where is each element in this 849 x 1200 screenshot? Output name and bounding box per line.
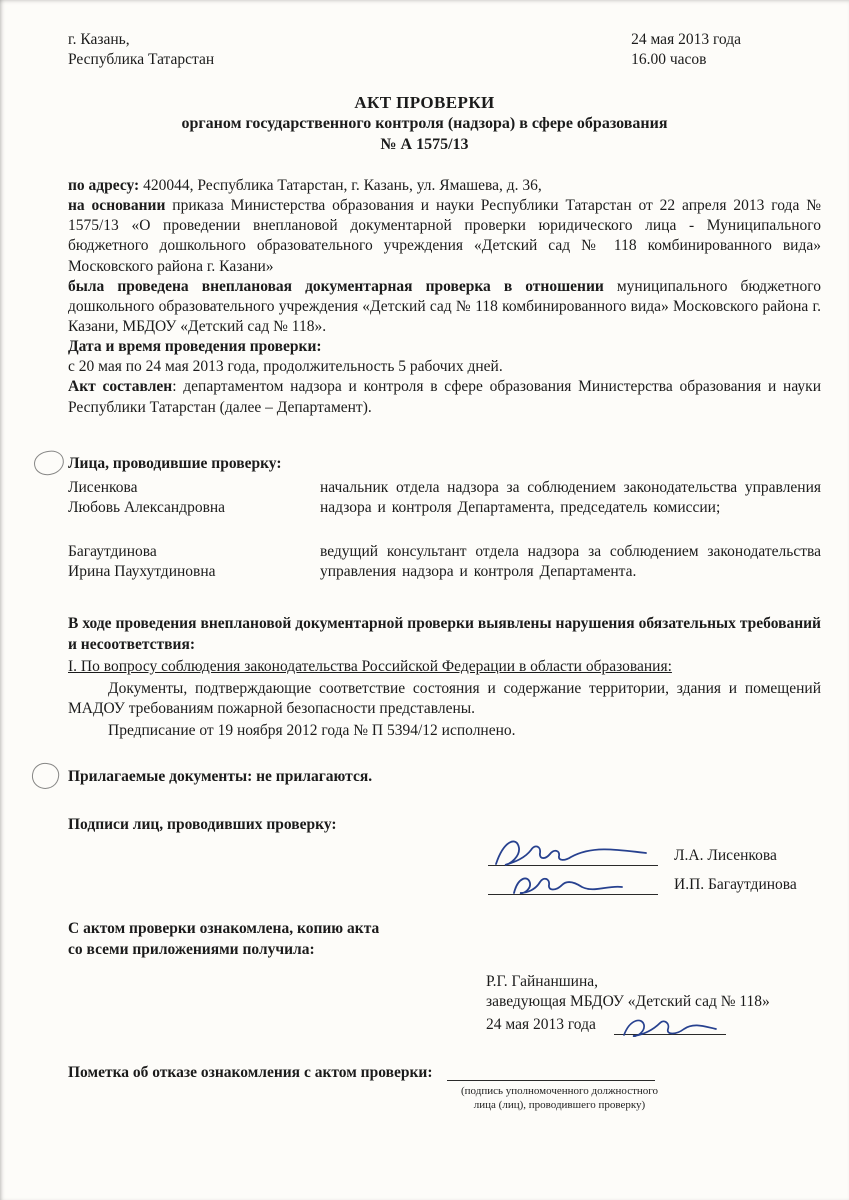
basis-text: приказа Министерства образования и науки Республики Татарстан от 22 апреля 2013 года № 1575/13 «О проведении внеплановой документарной проверки юридического лица - Муниципального бюджетного дошкольного образовательного учреждения «Детский сад № 118 комбинированного вида» Московского района г. Казани» (68, 197, 821, 275)
address-label: по адресу: (68, 176, 140, 194)
inspector-surname: Багаутдинова (68, 543, 157, 561)
title-act: АКТ ПРОВЕРКИ (354, 93, 495, 113)
attachments-text: Прилагаемые документы: не прилагаются. (68, 768, 373, 786)
circle-mark-2 (30, 761, 60, 791)
address-text: 420044, Республика Татарстан, г. Казань, ул. Ямашева, д. 36, (139, 176, 542, 194)
signature-row (488, 843, 821, 866)
conducted-text: муниципального бюджетного дошкольного образовательного учреждения «Детский сад № 118 комбинированного вида» Московского района г. Казани, МБДОУ «Детский сад № 118». (68, 277, 821, 335)
acknowledgment-role: заведующая МБДОУ «Детский сад № 118» (486, 992, 770, 1010)
inspector-role: начальник отдела надзора за соблюдением законодательства управления надзора и контроля Департамента, председатель комиссии; (320, 478, 821, 516)
acknowledgment-label-line1: С актом проверки ознакомлена, копию акта (68, 920, 380, 938)
signatures-heading: Подписи лиц, проводивших проверку: (68, 816, 337, 834)
header-time: 16.00 часов (631, 51, 707, 69)
composed-label: Акт составлен (68, 378, 173, 396)
findings-paragraph-1: Документы, подтверждающие соответствие состояния и содержание территории, здания и помещений МАДОУ требованиям пожарной безопасности представлены. (68, 679, 821, 717)
signature-line-gaynanshina (614, 1014, 726, 1035)
findings-section-heading: I. По вопросу соблюдения законодательства Российской Федерации в области образования: (68, 657, 672, 675)
acknowledgment-name: Р.Г. Гайнаншина, (486, 972, 599, 990)
attachments-section (68, 767, 821, 787)
intro-section (68, 176, 821, 418)
refusal-colon: : (427, 1064, 433, 1082)
inspector-name (68, 478, 320, 518)
signer-name: И.П. Багаутдинова (674, 876, 797, 894)
place-region: Республика Татарстан (68, 51, 215, 69)
inspector-given-names: Любовь Александровна (68, 498, 226, 516)
paragraph-basis (68, 196, 821, 277)
signer-name: Л.А. Лисенкова (674, 847, 777, 865)
refusal-signature-line (447, 1063, 655, 1081)
acknowledgment-section (68, 919, 821, 1035)
refusal-label (68, 1063, 433, 1083)
acknowledgment-date: 24 мая 2013 года (486, 1015, 596, 1033)
signatures-block (488, 843, 821, 895)
inspector-role: ведущий консультант отдела надзора за соблюдением законодательства управления надзора и контроля Департамента. (320, 543, 821, 581)
findings-paragraph-2: Предписание от 19 ноября 2012 года № П 5394/12 исполнено. (108, 722, 516, 740)
acknowledgment-signee-block (486, 972, 821, 1035)
inspector-row (68, 478, 821, 518)
signature-bagautdinova-ink (490, 867, 656, 903)
datetime-label: Дата и время проведения проверки: (68, 338, 322, 356)
refusal-caption-line2: лица (лиц), проводившего проверку) (473, 1099, 646, 1112)
acknowledgment-label (68, 919, 821, 959)
findings-heading: В ходе проведения внеплановой документарной проверки выявлены нарушения обязательных требований и несоответствия: (68, 615, 821, 653)
place-block (68, 30, 214, 70)
paragraph-datetime-label (68, 337, 821, 357)
title-number: № А 1575/13 (380, 136, 469, 154)
refusal-caption (447, 1084, 673, 1113)
paragraph-address (68, 176, 821, 196)
paragraph-composed (68, 377, 821, 417)
inspector-name (68, 542, 320, 582)
inspector-surname: Лисенкова (68, 478, 138, 496)
inspector-given-names: Ирина Паухутдиновна (68, 563, 216, 581)
inspectors-heading: Лица, проводившие проверку: (68, 454, 282, 472)
composed-text: : департаментом надзора и контроля в сфере образования Министерства образования и науки Республики Татарстан (далее – Департамент). (68, 378, 821, 416)
document-body (68, 176, 821, 1113)
acknowledgment-label-line2: со всеми приложениями получила: (68, 940, 315, 958)
datetime-block (631, 30, 741, 70)
acknowledgment-date-row (486, 1014, 821, 1035)
document-header (0, 0, 849, 70)
document-title (0, 92, 849, 156)
signature-line-bagautdinova (488, 872, 658, 895)
datetime-text: с 20 мая по 24 мая 2013 года, продолжительность 5 рабочих дней. (68, 358, 503, 376)
refusal-label-text: Пометка об отказе ознакомления с актом проверки (68, 1064, 428, 1082)
circle-mark-1 (32, 448, 66, 477)
signature-gaynanshina-ink (616, 1011, 724, 1043)
signature-line-lisenkova (488, 843, 658, 866)
refusal-caption-line1: (подпись уполномоченного должностного (460, 1085, 659, 1098)
paragraph-conducted (68, 277, 821, 337)
refusal-signature-area (447, 1063, 673, 1113)
conducted-label: была проведена внеплановая документарная проверка в отношении (68, 277, 604, 295)
inspector-row (68, 542, 821, 582)
header-date: 24 мая 2013 года (631, 31, 741, 48)
signature-row (488, 872, 821, 895)
place-city: г. Казань, (68, 31, 130, 48)
inspectors-section (68, 454, 821, 474)
basis-label: на основании (68, 197, 166, 215)
paragraph-datetime-text (68, 357, 821, 377)
refusal-section (68, 1063, 821, 1113)
title-authority: органом государственного контроля (надзора) в сфере образования (181, 115, 668, 133)
